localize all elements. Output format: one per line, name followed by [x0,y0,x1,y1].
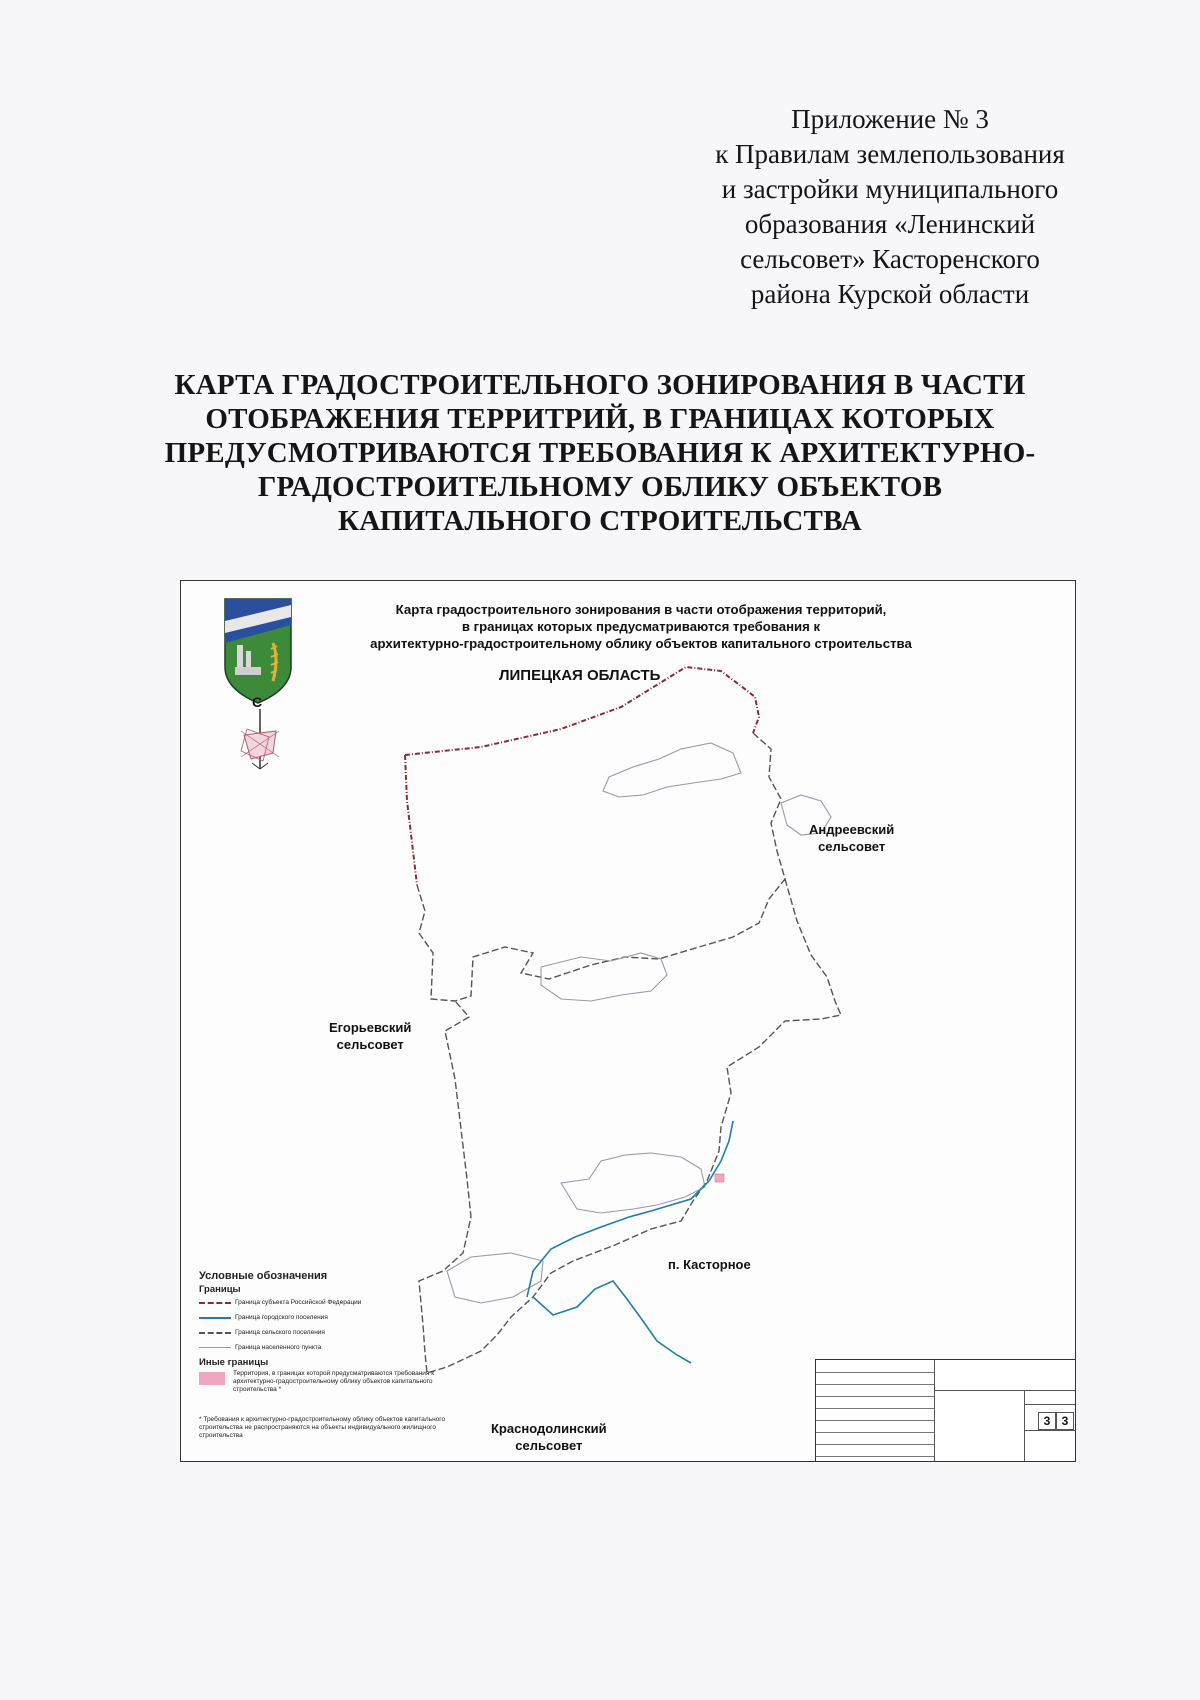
north-arrow-icon [241,709,279,769]
title-block-stamp [815,1359,1076,1462]
label-line: Егорьевский [329,1020,412,1035]
stamp-head-cell [934,1360,1076,1391]
legend-item-label: Граница городского поселения [235,1314,328,1321]
settlement-boundary-kastornoe [561,1153,705,1213]
appendix-line: сельсовет» Касторенского [740,244,1040,274]
label-line: сельсовет [515,1438,583,1453]
legend-other-heading: Иные границы [199,1357,269,1368]
north-label: С [252,694,263,710]
legend-zone-item [199,1370,459,1394]
appendix-line: и застройки муниципального [721,174,1059,204]
label-line: сельсовет [336,1037,404,1052]
legend-zone-label: Территория, в границах которой предусматриваются требования к архитектурно-градостроительному облику объектов капитального строительства * [233,1370,435,1393]
map-header-line: архитектурно-градостроительному облику объектов капитального строительства [370,636,912,651]
coat-of-arms-emblem [225,599,291,703]
settlement-boundary-center [541,953,667,1001]
federal-border-line-west [405,755,417,885]
appendix-line: Приложение № 3 [791,104,989,134]
map-legend [199,1270,459,1440]
legend-zone-swatch [199,1372,225,1385]
legend-borders-heading: Границы [199,1284,241,1295]
legend-item [199,1325,459,1340]
region-label-lipetsk: ЛИПЕЦКАЯ ОБЛАСТЬ [499,667,661,684]
map-header [331,601,951,652]
document-title [150,368,1050,538]
urban-settlement-boundary [527,1121,733,1363]
legend-settlement-swatch [199,1347,231,1348]
legend-title: Условные обозначения [199,1270,328,1282]
region-label-krasnodolinsky [491,1420,607,1454]
legend-item-label: Граница населенного пункта [235,1344,322,1351]
title-line: КАПИТАЛЬНОГО СТРОИТЕЛЬСТВА [338,505,862,537]
map-header-line: Карта градостроительного зонирования в части отображения территорий, [395,602,887,617]
architectural-zone-area [715,1174,724,1182]
title-line: ГРАДОСТРОИТЕЛЬНОМУ ОБЛИКУ ОБЪЕКТОВ [257,471,943,503]
stamp-desc-cell [934,1390,1025,1462]
rural-settlement-boundary [417,733,841,1373]
stamp-sheet-row [1024,1404,1076,1405]
legend-item [199,1295,459,1310]
legend-item [199,1340,459,1355]
legend-federal-swatch [199,1302,231,1304]
place-label-kastornoe: п. Касторное [668,1257,751,1272]
legend-item-label: Граница субъекта Российской Федерации [235,1299,362,1306]
legend-footnote: * Требования к архитектурно-градостроительному облику объектов капитального строительства не распространяются на объекты индивидуального жилищного строительства [199,1416,446,1439]
stamp-sheet-count: 3 [1056,1412,1074,1430]
title-line: ОТОБРАЖЕНИЯ ТЕРРИТРИЙ, В ГРАНИЦАХ КОТОРЫХ [205,403,995,435]
appendix-line: района Курской области [750,279,1030,309]
region-label-egorevsky [329,1019,411,1053]
legend-item-label: Граница сельского поселения [235,1329,325,1336]
settlement-boundary-south [447,1253,543,1303]
map-header-line: в границах которых предусматриваются требования к [461,619,821,634]
legend-item [199,1310,459,1325]
stamp-sheet-number: 3 [1038,1412,1056,1430]
label-line: Краснодолинский [491,1421,607,1436]
appendix-block [690,102,1090,312]
stamp-grid [816,1360,935,1462]
legend-urban-swatch [199,1317,231,1319]
label-line: сельсовет [818,839,886,854]
settlement-boundary-north [603,743,741,797]
legend-rural-swatch [199,1332,231,1334]
appendix-line: к Правилам землепользования [715,139,1065,169]
title-line: КАРТА ГРАДОСТРОИТЕЛЬНОГО ЗОНИРОВАНИЯ В ЧАСТИ [174,369,1026,401]
label-line: Андреевский [809,822,895,837]
stamp-sheet-row [1024,1430,1076,1431]
appendix-line: образования «Ленинский [744,209,1036,239]
title-line: ПРЕДУСМОТРИВАЮТСЯ ТРЕБОВАНИЯ К АРХИТЕКТУРНО- [164,437,1036,469]
map-frame [180,580,1076,1462]
region-label-andreevsky [809,821,894,855]
